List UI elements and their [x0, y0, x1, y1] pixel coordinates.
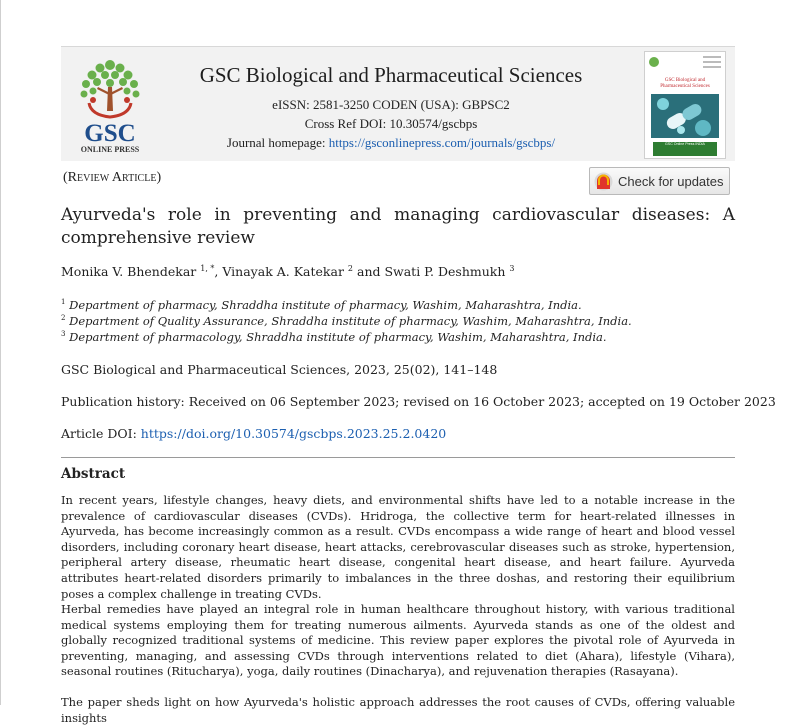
affiliation-text: Department of pharmacology, Shraddha institute of pharmacy, Washim, Maharashtra, India. — [69, 330, 607, 344]
affiliation-text: Department of Quality Assurance, Shraddha institute of pharmacy, Washim, Maharashtra, India. — [69, 314, 632, 328]
article-doi-line — [61, 426, 446, 441]
affiliation-text: Department of pharmacy, Shraddha institute of pharmacy, Washim, Maharashtra, India. — [69, 298, 582, 312]
homepage-label: Journal homepage: — [226, 135, 329, 150]
publication-history: Publication history: Received on 06 September 2023; revised on 16 October 2023; accepted on 19 October 2023 — [61, 394, 776, 409]
article-type: (Review Article) — [63, 170, 162, 185]
gsc-logo — [67, 51, 153, 157]
abstract-paragraph-3: The paper sheds light on how Ayurveda's holistic approach addresses the root causes of CVDs, offering valuable insights — [61, 695, 735, 725]
article-title: Ayurveda's role in preventing and managing cardiovascular diseases: A comprehensive review — [61, 205, 735, 248]
journal-issn: eISSN: 2581-3250 CODEN (USA): GBPSC2 — [272, 97, 510, 112]
cover-capsule-illustration — [651, 94, 719, 138]
svg-text:ONLINE PRESS: ONLINE PRESS — [80, 145, 140, 154]
affiliation-number: 3 — [61, 330, 66, 339]
doi-label: Article DOI: — [61, 426, 141, 441]
author-affil-marker: 1, * — [200, 264, 215, 273]
affiliation-number: 2 — [61, 314, 66, 323]
affiliation-1 — [61, 298, 582, 312]
journal-cover-thumbnail[interactable] — [644, 51, 726, 159]
abstract-paragraph-2: Herbal remedies have played an integral role in human healthcare throughout history, with various traditional medical systems employing them for treating numerous ailments. Ayurveda stands as one of the oldest and globally recognized traditional systems of medicine. This review paper explores the pivotal role of Ayurveda in preventing, managing, and assessing CVDs through interventions related to diet (Ahara), lifestyle (Vihara), seasonal routines (Ritucharya), yoga, daily routines (Dinacharya), and rejuvenation therapies (Rasayana). — [61, 602, 735, 679]
section-divider — [61, 457, 735, 458]
affiliation-2 — [61, 314, 632, 328]
author-separator: and — [353, 264, 385, 280]
check-updates-icon — [594, 172, 613, 191]
author-separator: , — [214, 264, 223, 280]
journal-crossref: Cross Ref DOI: 10.30574/gscbps — [304, 116, 478, 131]
svg-text:GSC: GSC — [84, 120, 136, 147]
journal-header — [61, 46, 735, 161]
author-affil-marker: 2 — [347, 264, 354, 273]
cover-footer: GSC Online Press INDIA — [653, 142, 717, 156]
author-name: Monika V. Bhendekar — [61, 264, 197, 280]
author-name: Vinayak A. Katekar — [222, 264, 344, 280]
article-doi-link[interactable]: https://doi.org/10.30574/gscbps.2023.25.2.0420 — [140, 426, 447, 441]
page-edge — [0, 0, 1, 705]
abstract-paragraph-1: In recent years, lifestyle changes, heavy diets, and environmental shifts have led to a notable increase in the prevalence of cardiovascular diseases (CVDs). Hridroga, the collective term for heart-related illnesses in Ayurveda, has become increasingly common as a result. CVDs encompass a wide range of heart and blood vessel disorders, including coronary heart disease, heart attacks, cerebrovascular diseases such as stroke, hypertension, peripheral artery disease, rheumatic heart disease, congenital heart disease, and heart failure. Ayurveda attributes heart-related disorders primarily to imbalances in the three doshas, and restoring their equilibrium poses a complex challenge in treating CVDs. — [61, 493, 735, 601]
journal-homepage-line — [161, 135, 621, 151]
journal-homepage-link[interactable]: https://gsconlinepress.com/journals/gscbps/ — [328, 135, 556, 150]
author-list — [61, 264, 515, 279]
citation: GSC Biological and Pharmaceutical Sciences, 2023, 25(02), 141–148 — [61, 362, 498, 377]
check-for-updates-button[interactable] — [589, 167, 730, 195]
cover-leaf-icon — [645, 52, 725, 76]
abstract-heading: Abstract — [61, 466, 126, 482]
cover-title: GSC Biological and Pharmaceutical Sciences — [660, 78, 710, 89]
check-updates-label: Check for updates — [618, 174, 724, 189]
author-name: Swati P. Deshmukh — [384, 264, 506, 280]
affiliation-number: 1 — [61, 298, 66, 307]
journal-title: GSC Biological and Pharmaceutical Sciences — [199, 63, 583, 87]
affiliation-3 — [61, 330, 607, 344]
author-affil-marker: 3 — [509, 264, 515, 273]
